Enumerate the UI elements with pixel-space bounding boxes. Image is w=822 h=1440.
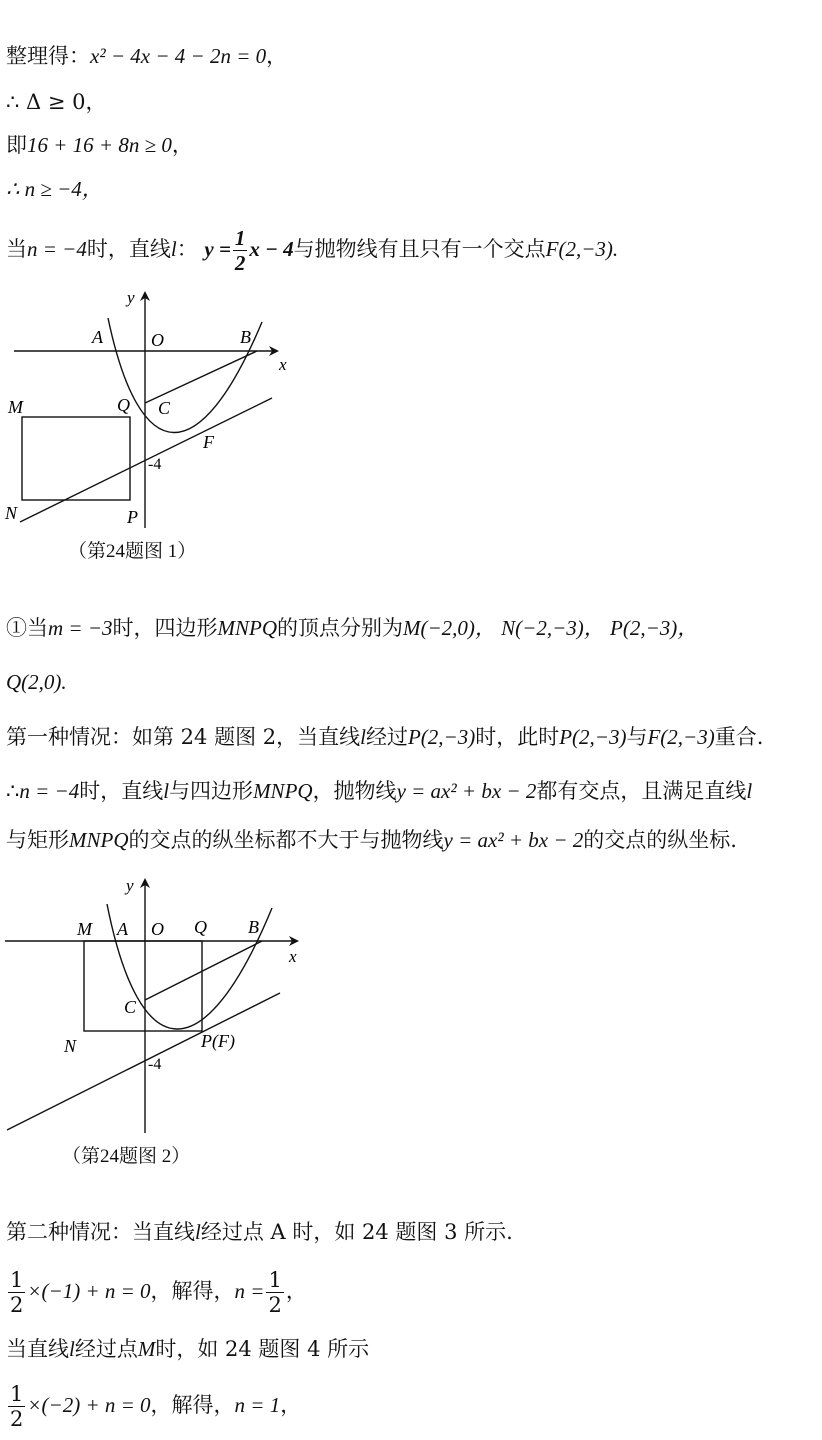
text: 与 (626, 725, 648, 749)
label-o: O (151, 330, 164, 350)
step-line-4 (6, 175, 103, 203)
equation-line-1 (6, 1268, 307, 1317)
step-line-2 (6, 88, 107, 116)
text: 重合. (714, 725, 764, 749)
text: 即 (6, 133, 27, 157)
text: 时，如 24 题图 4 所示 (155, 1337, 370, 1361)
text: ，抛物线 (312, 779, 397, 803)
fraction (266, 1268, 283, 1317)
vertex-q: Q(2,0). (6, 670, 67, 694)
quadrilateral-name: MNPQ (253, 779, 313, 803)
text: 的交点的纵坐标. (583, 828, 737, 852)
text: ， (280, 1393, 302, 1417)
fraction (8, 1382, 25, 1431)
text: ①当 (6, 616, 48, 640)
label-p: P (127, 507, 138, 527)
text: 时，直线 (86, 237, 171, 261)
text: ： (176, 237, 198, 261)
text: 时，此时 (475, 725, 560, 749)
parabola (108, 318, 262, 433)
case-m-line-2 (6, 668, 67, 696)
text: ，解得， (150, 1393, 235, 1417)
label-x: x (279, 355, 287, 374)
discriminant-condition: ∴ Δ ≥ 0， (6, 90, 107, 114)
text: 与抛物线有且只有一个交点 (293, 237, 546, 261)
point-p: P(2,−3) (407, 725, 476, 749)
line-symbol: l (195, 1220, 201, 1244)
text: 第二种情况：当直线 (6, 1220, 195, 1244)
equation: m = −3 (48, 616, 113, 640)
text: 经过点 (74, 1337, 138, 1361)
text: 经过点 A 时，如 24 题图 3 所示. (200, 1220, 513, 1244)
text: 整理得： (6, 44, 90, 68)
case-m-line-1 (6, 614, 698, 642)
equation-line-2 (6, 1382, 301, 1431)
label-m: M (8, 397, 23, 417)
parabola-equation: y = ax² + bx − 2 (443, 828, 584, 852)
step-line-3 (6, 131, 193, 159)
text: 与四边形 (169, 779, 254, 803)
label-b: B (240, 327, 251, 347)
line-symbol: l (170, 237, 177, 261)
second-case-line (6, 1218, 513, 1246)
figure-2-diagram (0, 868, 320, 1138)
vertex-coordinates: M(−2,0)， N(−2,−3)， P(2,−3)， (403, 616, 699, 640)
text: 当直线 (6, 1337, 69, 1361)
text: ， (171, 133, 193, 157)
denominator: 2 (234, 251, 246, 275)
numerator: 1 (10, 1382, 24, 1406)
second-case-line-m (6, 1335, 369, 1363)
point-f: F(2,−3) (647, 725, 715, 749)
line-equation-lhs: y = (204, 237, 231, 261)
label-minus4: -4 (148, 456, 162, 473)
line-bc (145, 941, 262, 1000)
text: ，解得， (150, 1279, 235, 1303)
line-symbol: l (163, 779, 170, 803)
equation: ×(−1) + n = 0 (27, 1279, 151, 1303)
figure-2-caption: （第24题图 2） (62, 1146, 191, 1167)
label-y: y (127, 288, 135, 307)
denominator: 2 (10, 1293, 24, 1317)
result: n = 1 (234, 1393, 281, 1417)
text: 当 (6, 237, 27, 261)
figure-1-diagram (0, 283, 320, 533)
label-a: A (92, 327, 103, 347)
step-line-1 (6, 42, 287, 70)
label-c: C (158, 398, 171, 418)
label-x: x (289, 947, 297, 966)
numerator: 1 (10, 1268, 24, 1292)
line-symbol: l (69, 1337, 75, 1361)
result-inequality: ∴ n ≥ −4， (6, 177, 103, 201)
denominator: 2 (268, 1293, 282, 1317)
first-case-line-2 (6, 777, 752, 805)
text: 时，直线 (79, 779, 164, 803)
text: ∴ (6, 779, 20, 803)
label-y: y (126, 876, 134, 895)
line-equation-rhs: x − 4 (249, 237, 294, 261)
equation: n = −4 (19, 779, 80, 803)
text: 都有交点，且满足直线 (536, 779, 747, 803)
label-f: F (203, 432, 214, 452)
point-f: F(2,−3). (545, 237, 619, 261)
parabola-equation: y = ax² + bx − 2 (396, 779, 537, 803)
text: 时，四边形 (112, 616, 218, 640)
text: ， (285, 1279, 307, 1303)
label-n: N (5, 503, 18, 523)
figure-1-caption: （第24题图 1） (68, 541, 197, 562)
text: 经过 (365, 725, 408, 749)
point-m: M (137, 1337, 156, 1361)
label-q: Q (117, 395, 130, 415)
label-b: B (248, 917, 259, 937)
text: 第一种情况：如第 24 题图 2，当直线 (6, 725, 361, 749)
equation: n = −4 (27, 237, 87, 261)
equation: x² − 4x − 4 − 2n = 0 (90, 44, 267, 68)
label-o: O (151, 919, 164, 939)
label-pf: P(F) (201, 1031, 235, 1051)
first-case-line-1 (6, 723, 763, 751)
label-c: C (124, 997, 137, 1017)
result-lhs: n = (234, 1279, 265, 1303)
first-case-line-3 (6, 826, 737, 854)
line-l (7, 993, 280, 1130)
text: 与矩形 (6, 828, 69, 852)
numerator: 1 (234, 226, 246, 250)
text: 的交点的纵坐标都不大于与抛物线 (128, 828, 444, 852)
text: 的顶点分别为 (277, 616, 404, 640)
label-q: Q (194, 917, 207, 937)
equation: ×(−2) + n = 0 (27, 1393, 151, 1417)
rectangle-mnpq (22, 417, 130, 500)
numerator: 1 (268, 1268, 282, 1292)
quadrilateral-name: MNPQ (69, 828, 129, 852)
label-a: A (117, 919, 128, 939)
inequality: 16 + 16 + 8n ≥ 0 (27, 133, 172, 157)
fraction (233, 226, 248, 275)
line-symbol: l (360, 725, 366, 749)
denominator: 2 (10, 1407, 24, 1431)
rectangle-mnpq (84, 941, 202, 1031)
fraction (8, 1268, 25, 1317)
label-m: M (77, 919, 92, 939)
line-bc (145, 351, 257, 403)
label-minus4: -4 (148, 1056, 162, 1073)
point-p: P(2,−3) (559, 725, 627, 749)
step-line-5 (6, 226, 618, 275)
text: ， (266, 44, 288, 68)
quadrilateral-name: MNPQ (217, 616, 278, 640)
label-n: N (64, 1036, 77, 1056)
line-symbol: l (746, 779, 753, 803)
